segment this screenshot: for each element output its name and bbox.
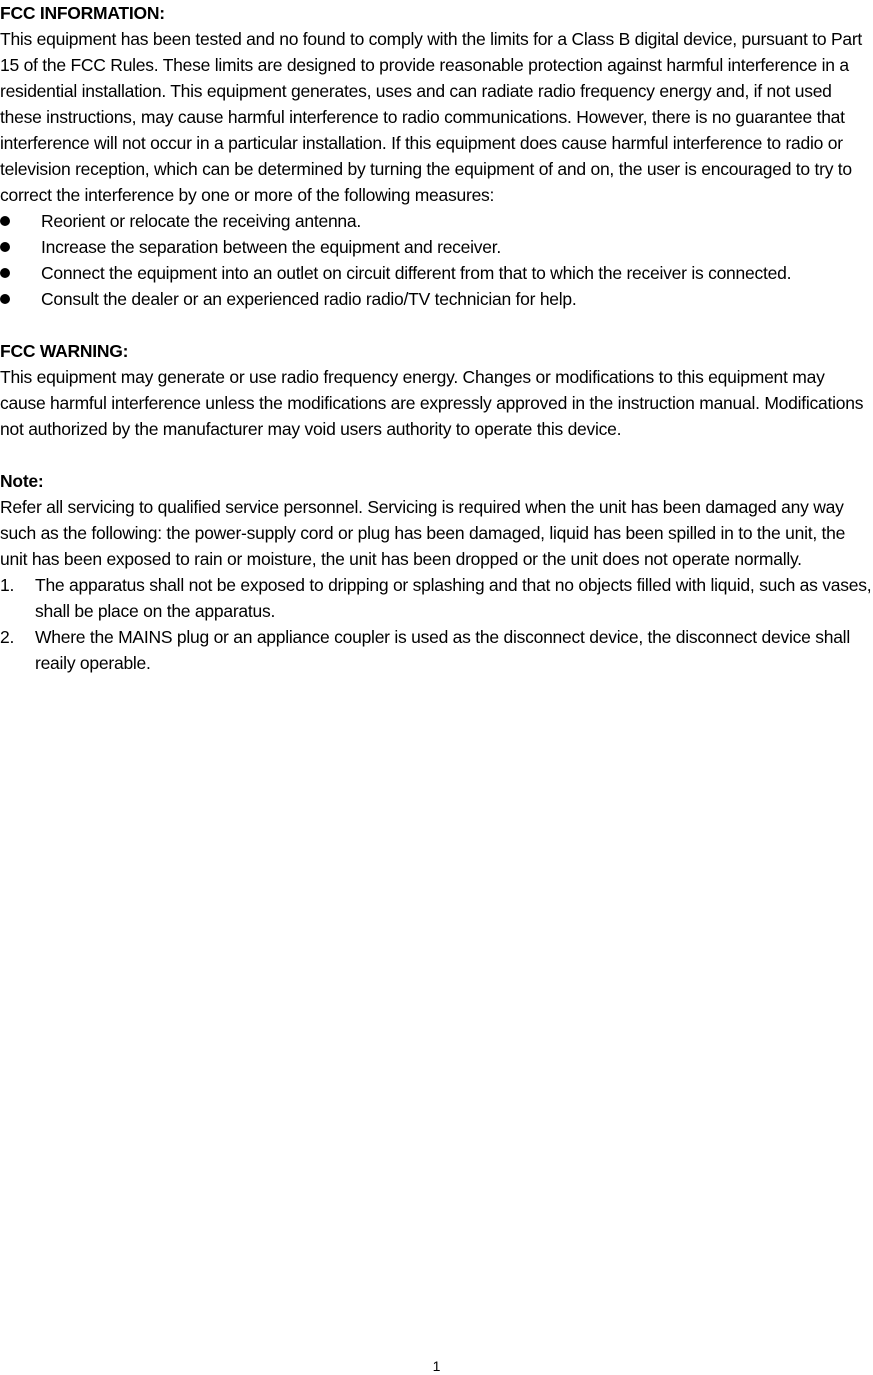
fcc-warning-section: [0, 338, 873, 442]
bullet-icon: [0, 268, 10, 278]
measure-text: Increase the separation between the equipment and receiver.: [41, 237, 502, 257]
page-number: 1: [432, 1358, 441, 1374]
measure-text: Consult the dealer or an experienced radio radio/TV technician for help.: [41, 289, 577, 309]
list-item: [0, 572, 873, 624]
list-item: [0, 624, 873, 676]
document-content: [0, 0, 873, 676]
bullet-icon: [0, 216, 10, 226]
fcc-information-body: This equipment has been tested and no found to comply with the limits for a Class B digital device, pursuant to Part 15 of the FCC Rules. These limits are designed to provide reasonable protection against harmful interference in a residential installation. This equipment generates, uses and can radiate radio frequency energy and, if not used these instructions, may cause harmful interference to radio communications. However, there is no guarantee that interference will not occur in a particular installation. If this equipment does cause harmful interference to radio or television reception, which can be determined by turning the equipment of and on, the user is encouraged to try to correct the interference by one or more of the following measures:: [0, 29, 863, 205]
bullet-icon: [0, 242, 10, 252]
item-text: The apparatus shall not be exposed to dripping or splashing and that no objects filled with liquid, such as vases, shall be place on the apparatus.: [35, 575, 872, 621]
note-heading: Note:: [0, 471, 44, 491]
list-item: [0, 208, 873, 234]
fcc-information-heading: FCC INFORMATION:: [0, 3, 165, 23]
measure-text: Reorient or relocate the receiving antenna.: [41, 211, 362, 231]
measure-text: Connect the equipment into an outlet on circuit different from that to which the receiver is connected.: [41, 263, 792, 283]
section-spacer: [0, 312, 873, 338]
fcc-measures-list: [0, 208, 873, 312]
fcc-warning-body: This equipment may generate or use radio frequency energy. Changes or modifications to this equipment may cause harmful interference unless the modifications are expressly approved in the instruction manual. Modifications not authorized by the manufacturer may void users authority to operate this device.: [0, 367, 864, 439]
item-number: 1.: [0, 575, 15, 595]
section-spacer: [0, 442, 873, 468]
note-section: [0, 468, 873, 676]
item-text: Where the MAINS plug or an appliance coupler is used as the disconnect device, the disconnect device shall reaily operable.: [35, 627, 850, 673]
note-numbered-list: [0, 572, 873, 676]
list-item: [0, 234, 873, 260]
item-number: 2.: [0, 627, 15, 647]
fcc-information-section: [0, 0, 873, 312]
list-item: [0, 260, 873, 286]
fcc-warning-heading: FCC WARNING:: [0, 341, 129, 361]
note-body: Refer all servicing to qualified service personnel. Servicing is required when the unit has been damaged any way such as the following: the power-supply cord or plug has been damaged, liquid has been spilled in to the unit, the unit has been exposed to rain or moisture, the unit has been dropped or the unit does not operate normally.: [0, 497, 846, 569]
list-item: [0, 286, 873, 312]
bullet-icon: [0, 294, 10, 304]
